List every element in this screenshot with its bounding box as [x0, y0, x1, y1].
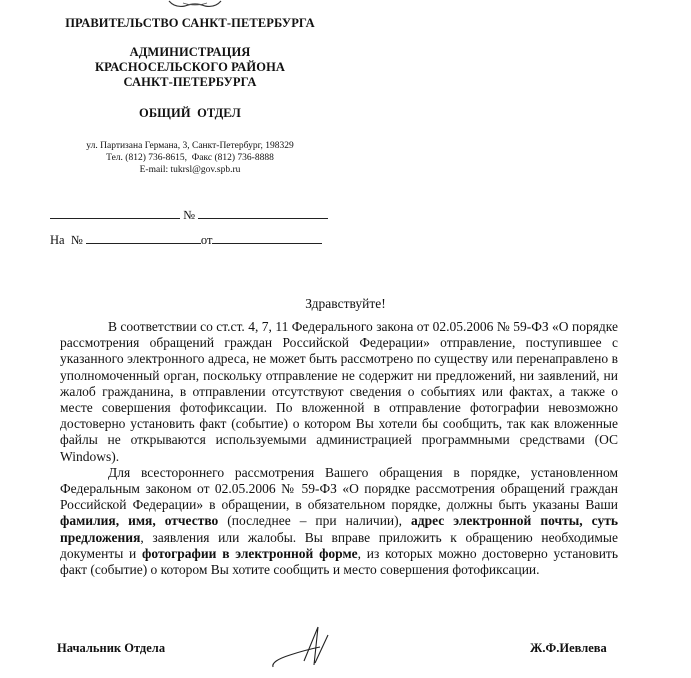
text: (последнее – при наличии),: [218, 513, 412, 529]
number-sign: №: [183, 208, 196, 222]
bold-text: фамилия, имя, отчество: [60, 513, 219, 529]
address: ул. Партизана Германа, 3, Санкт-Петербург, 198329: [86, 141, 294, 151]
incoming-date-blank: [212, 231, 322, 244]
outgoing-reference-line: [50, 206, 328, 223]
coat-of-arms-icon: [165, 0, 225, 8]
paragraph-2: [60, 465, 618, 578]
text: , из которых можно достоверно установить факт (событие) о котором Вы хотите сообщить и место совершения фотофиксации.: [60, 545, 618, 578]
phone-fax: Тел. (812) 736-8615, Факс (812) 736-8888: [106, 153, 274, 163]
from-label: от: [200, 233, 213, 247]
administration-title: [40, 45, 340, 90]
text: Для всестороннего рассмотрения Вашего обращения в порядке, установленном Федеральным законом от 02.05.2006 № 59-ФЗ «О порядке рассмотрения обращений граждан Российской Федерации» в обращении, в обязательном порядке, должны быть указаны Ваши: [60, 464, 618, 513]
reply-prefix: На №: [50, 233, 83, 247]
contact-block: [40, 140, 340, 176]
handwritten-signature-icon: [270, 625, 340, 670]
bold-text: адрес электронной почты, суть предложения: [60, 513, 618, 545]
date-blank: [50, 206, 180, 219]
signatory-title: Начальник Отдела: [57, 641, 166, 655]
department-title: ОБЩИЙ ОТДЕЛ: [139, 106, 241, 120]
bold-text: фотографии в электронной форме: [142, 545, 358, 561]
incoming-number-blank: [86, 231, 201, 244]
text: , заявления или жалобы. Вы вправе приложить к обращению необходимые документы и: [60, 529, 618, 561]
government-title: ПРАВИТЕЛЬСТВО САНКТ-ПЕТЕРБУРГА: [65, 16, 315, 30]
incoming-reference-line: [50, 231, 322, 248]
paragraph-1: В соответствии со ст.ст. 4, 7, 11 Федерального закона от 02.05.2006 № 59-ФЗ «О порядке рассмотрения обращений граждан Российской Федерации» отправление, поступившее с указанного электронного адреса, не может быть рассмотрено по существу или перенаправлено в уполномоченный орган, поскольку отправление не содержит ни предложений, ни заявлений, ни жалоб гражданина, в отправлении отсутствуют сведения о событиях или фактах, а также о месте совершения фотофиксации. По вложенной в отправление фотографии невозможно достоверно установить факт (событие) о котором Вы хотели бы сообщить, так как вложенные файлы не открываются используемыми администрацией программными средствами (ОС Windows).: [60, 319, 618, 464]
email: E-mail: tukrsl@gov.spb.ru: [139, 165, 241, 175]
signatory-name: Ж.Ф.Иевлева: [530, 641, 607, 655]
administration-line: КРАСНОСЕЛЬСКОГО РАЙОНА: [94, 60, 286, 74]
letter-body: [60, 319, 618, 578]
greeting: Здравствуйте!: [305, 296, 386, 311]
number-blank: [198, 206, 328, 219]
administration-line: САНКТ-ПЕТЕРБУРГА: [123, 75, 257, 89]
administration-line: АДМИНИСТРАЦИЯ: [129, 45, 251, 59]
